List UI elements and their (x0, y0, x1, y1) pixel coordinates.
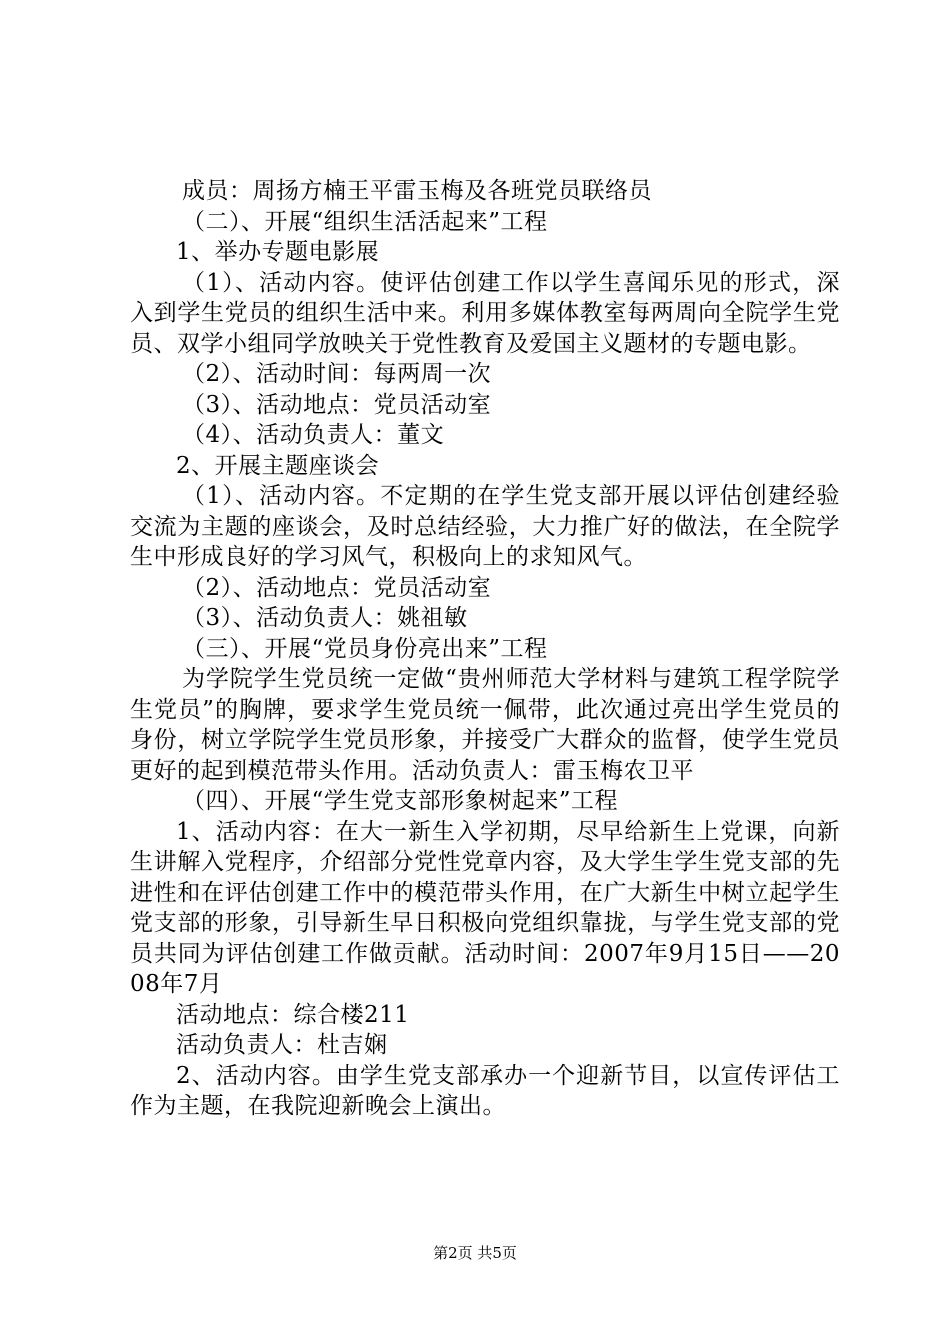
paragraph-badge: 为学院学生党员统一定做“贵州师范大学材料与建筑工程学院学生党员”的胸牌，要求学生党员统一佩带，此次通过亮出学生党员的身份，树立学院学生党员形象，并接受广大群众的监督，使学生党员更好的起到模范带头作用。活动负责人：雷玉梅农卫平 (130, 666, 840, 784)
section-heading-2: （二）、开展“组织生活活起来”工程 (182, 208, 548, 235)
section-heading-4: （四）、开展“学生党支部形象树起来”工程 (182, 788, 619, 814)
page-number-label: 第2页 共5页 (433, 1244, 517, 1262)
paragraph-symposium-leader: （3）、活动负责人：姚祖敏 (182, 605, 468, 631)
paragraph-freshman-location: 活动地点：综合楼211 (176, 1001, 410, 1028)
subheading-film-exhibition: 1、举办专题电影展 (176, 239, 380, 265)
document-body (130, 176, 840, 1122)
paragraph-film-leader: （4）、活动负责人：董文 (182, 422, 445, 448)
paragraph-film-time: （2）、活动时间：每两周一次 (182, 361, 492, 387)
paragraph-film-content: （1）、活动内容。使评估创建工作以学生喜闻乐见的形式，深入到学生党员的组织生活中来。利用多媒体教室每两周向全院学生党员、双学小组同学放映关于党性教育及爱国主义题材的专题电影。 (130, 269, 840, 357)
paragraph-symposium-location: （2）、活动地点：党员活动室 (182, 574, 492, 601)
section-heading-3: （三）、开展“党员身份亮出来”工程 (182, 635, 548, 662)
paragraph-freshman-leader: 活动负责人：杜吉娴 (176, 1032, 388, 1058)
paragraph-freshman-content: 1、活动内容：在大一新生入学初期，尽早给新生上党课，向新生讲解入党程序，介绍部分党性党章内容，及大学生学生党支部的先进性和在评估创建工作中的模范带头作用，在广大新生中树立起学生党支部的形象，引导新生早日积极向党组织靠拢，与学生党支部的党员共同为评估创建工作做贡献。活动时间：2007年9月15日——2008年7月 (130, 818, 840, 997)
subheading-symposium: 2、开展主题座谈会 (176, 452, 380, 479)
page-footer (0, 1242, 950, 1263)
paragraph-welcome-show: 2、活动内容。由学生党支部承办一个迎新节目，以宣传评估工作为主题，在我院迎新晚会上演出。 (130, 1062, 840, 1119)
paragraph-symposium-content: （1）、活动内容。不定期的在学生党支部开展以评估创建经验交流为主题的座谈会，及时总结经验，大力推广好的做法，在全院学生中形成良好的学习风气，积极向上的求知风气。 (130, 483, 840, 570)
paragraph-film-location: （3）、活动地点：党员活动室 (182, 391, 492, 418)
paragraph-members: 成员：周扬方楠王平雷玉梅及各班党员联络员 (182, 178, 652, 204)
